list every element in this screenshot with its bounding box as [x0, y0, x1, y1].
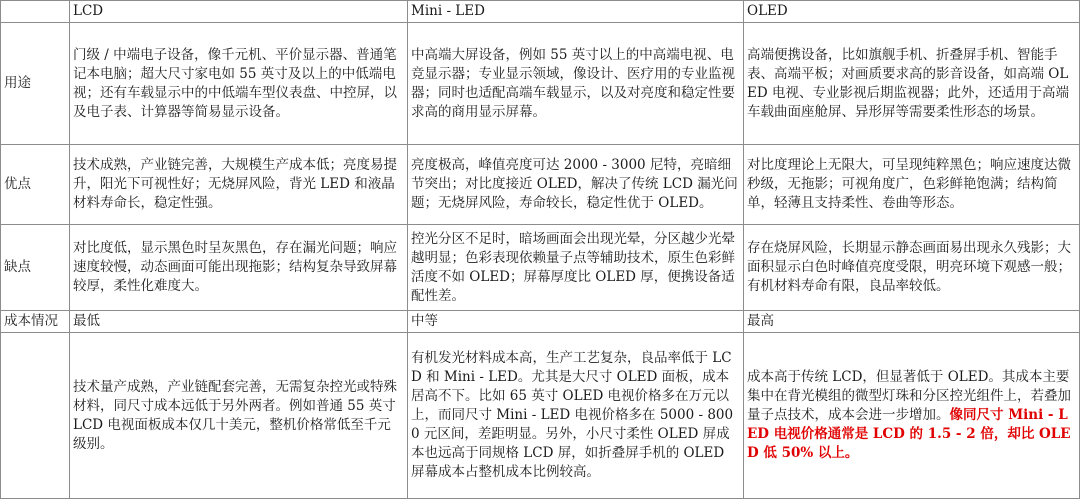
corner-cell	[1, 1, 70, 23]
cons-mini-led: 控光分区不足时，暗场画面会出现光晕，分区越少光晕越明显；色彩表现依赖量子点等辅助技术，原生色彩鲜活度不如 OLED；屏幕厚度比 OLED 厚，便携设备适配性差。	[408, 225, 744, 311]
cons-lcd: 对比度低，显示黑色时呈灰黑色，存在漏光问题；响应速度较慢，动态画面可能出现拖影；结构复杂导致屏幕较厚，柔性化难度大。	[70, 225, 408, 311]
cost-detail-oled	[744, 333, 1080, 499]
pros-oled: 对比度理论上无限大，可呈现纯粹黑色；响应速度达微秒级，无拖影；可视角度广，色彩鲜艳饱满；结构简单，轻薄且支持柔性、卷曲等形态。	[744, 145, 1080, 225]
header-mini-led: Mini - LED	[408, 1, 744, 23]
cost-detail-mini-led: 有机发光材料成本高，生产工艺复杂，良品率低于 LCD 和 Mini - LED。尤其是大尺寸 OLED 面板，成本居高不下。比如 65 英寸 OLED 电视价格多在万元以上，而同尺寸 Mini - LED 电视价格多在 5000 - 8000 元区间，差距明显。另外，小尺寸柔性 OLED 屏成本也远高于同规格 LCD 屏，如折叠屏手机的 OLED 屏幕成本占整机成本比例较高。	[408, 333, 744, 499]
cost-level-mini-led: 中等	[408, 311, 744, 333]
cost-label: 成本情况	[1, 311, 70, 333]
cost-level-oled: 最高	[744, 311, 1080, 333]
header-oled: OLED	[744, 1, 1080, 23]
cons-label: 缺点	[1, 225, 70, 311]
cost-level-row	[1, 311, 1080, 333]
cons-row	[1, 225, 1080, 311]
cost-detail-oled-text: 成本高于传统 LCD，但显著低于 OLED。其成本主要集中在背光模组的微型灯珠和分区控光组件上，若叠加量子点技术，成本会进一步增加。	[747, 369, 1071, 423]
cost-detail-blank	[1, 333, 70, 499]
cost-detail-lcd: 技术量产成熟，产业链配套完善，无需复杂控光或特殊材料，同尺寸成本远低于另外两者。例如普通 55 英寸 LCD 电视面板成本仅几十美元，整机价格常低至千元级别。	[70, 333, 408, 499]
usage-lcd: 门级 / 中端电子设备，像千元机、平价显示器、普通笔记本电脑；超大尺寸家电如 55 英寸及以上的中低端电视；还有车载显示中的中低端车型仪表盘、中控屏，以及电子表、计算器等简易显示设备。	[70, 23, 408, 145]
cost-detail-row	[1, 333, 1080, 499]
usage-label: 用途	[1, 23, 70, 145]
header-row	[1, 1, 1080, 23]
cost-detail-oled-highlight: 像同尺寸 Mini - LED 电视价格通常是 LCD 的 1.5 - 2 倍，却比 OLED 低 50% 以上。	[747, 407, 1071, 461]
usage-row	[1, 23, 1080, 145]
pros-mini-led: 亮度极高，峰值亮度可达 2000 - 3000 尼特，亮暗细节突出；对比度接近 OLED，解决了传统 LCD 漏光问题；无烧屏风险，寿命较长，稳定性优于 OLED。	[408, 145, 744, 225]
pros-lcd: 技术成熟，产业链完善，大规模生产成本低；亮度易提升，阳光下可视性好；无烧屏风险，背光 LED 和液晶材料寿命长，稳定性强。	[70, 145, 408, 225]
pros-label: 优点	[1, 145, 70, 225]
cost-level-lcd: 最低	[70, 311, 408, 333]
pros-row	[1, 145, 1080, 225]
usage-oled: 高端便携设备，比如旗舰手机、折叠屏手机、智能手表、高端平板；对画质要求高的影音设备，如高端 OLED 电视、专业影视后期监视器；此外，还适用于高端车载曲面座舱屏、异形屏等需要柔性形态的场景。	[744, 23, 1080, 145]
cons-oled: 存在烧屏风险，长期显示静态画面易出现永久残影；大面积显示白色时峰值亮度受限，明亮环境下观感一般；有机材料寿命有限，良品率较低。	[744, 225, 1080, 311]
header-lcd: LCD	[70, 1, 408, 23]
usage-mini-led: 中高端大屏设备，例如 55 英寸以上的中高端电视、电竞显示器；专业显示领域，像设计、医疗用的专业监视器；同时也适配高端车载显示，以及对亮度和稳定性要求高的商用显示屏幕。	[408, 23, 744, 145]
